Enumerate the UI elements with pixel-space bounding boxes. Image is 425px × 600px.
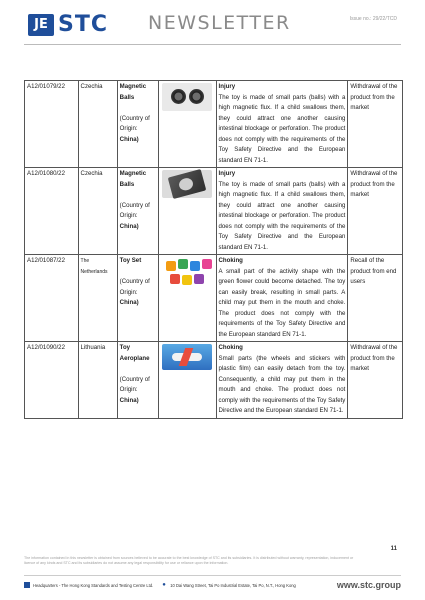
logo-mark: JE — [28, 14, 54, 36]
origin-value: China) — [119, 299, 139, 306]
logo-text: STC — [58, 12, 108, 37]
measure-cell: Withdrawal of the product from the market — [348, 342, 403, 419]
product-name: Toy Aeroplane — [119, 344, 150, 362]
address-text: 10 Dai Wang Street, Tai Po Industrial Estate, Tai Po, N.T., Hong Kong — [170, 582, 296, 588]
header-divider — [24, 44, 401, 45]
table-row — [25, 255, 403, 342]
newsletter-title: NEWSLETTER — [148, 12, 291, 34]
hazard-cell — [216, 81, 348, 168]
origin-label: (Country of Origin: — [119, 114, 150, 132]
building-icon — [24, 582, 30, 588]
headquarters-text: Headquarters - The Hong Kong Standards and Testing Centre Ltd. — [33, 582, 154, 588]
disclaimer: The information contained in this newsletter is obtained from sources believed to be accurate to the best knowledge of STC and its subsidiaries. It is distributed without warranty, representation, inducement or licence of any kinds and STC and its subsidiaries do not assume any legal responsibility for use or reliance upon the information. — [24, 556, 354, 565]
newsletter-header — [0, 0, 425, 60]
ref-cell: A12/01090/22 — [25, 342, 79, 419]
origin-value: China) — [119, 396, 139, 404]
product-cell — [117, 342, 158, 419]
product-name: Magnetic Balls — [119, 170, 147, 188]
issue-number: Issue no.: 29/22/TCD — [349, 16, 397, 22]
location-pin-icon: ● — [162, 582, 166, 588]
origin-label: (Country of Origin: — [119, 278, 150, 296]
stc-logo — [28, 12, 108, 37]
hazard-title: Choking — [218, 344, 243, 351]
footer-divider — [24, 575, 401, 576]
origin-label: (Country of Origin: — [119, 375, 150, 393]
magnetic-balls-box-photo — [162, 170, 212, 198]
product-cell — [117, 255, 158, 342]
hazard-cell — [216, 255, 348, 342]
country-cell: Czechia — [78, 81, 117, 168]
country-cell: Czechia — [78, 168, 117, 255]
toy-aeroplane-photo — [162, 344, 212, 370]
hazard-description: A small part of the activity shape with the green flower could become detached. The toy can easily break, resulting in small parts. A child may put them in the mouth and choke. The product does not comply with the requirements of the Toy Safety Directive and the European standard EN 71-1. — [218, 267, 346, 338]
measure-cell: Withdrawal of the product from the market — [348, 168, 403, 255]
country-cell: The Netherlands — [78, 255, 117, 342]
table-row — [25, 342, 403, 419]
measure-cell: Recall of the product from end users — [348, 255, 403, 342]
image-cell — [158, 81, 216, 168]
table-row — [25, 81, 403, 168]
origin-value: China) — [119, 222, 139, 230]
page-number: 11 — [390, 546, 397, 552]
product-cell — [117, 81, 158, 168]
magnetic-balls-photo — [162, 83, 212, 111]
toy-set-photo — [162, 257, 212, 287]
ref-cell: A12/01087/22 — [25, 255, 79, 342]
hazard-title: Choking — [218, 257, 243, 264]
origin-label: (Country of Origin: — [119, 201, 150, 219]
hazard-title: Injury — [218, 170, 236, 177]
ref-cell: A12/01079/22 — [25, 81, 79, 168]
hazard-description: The toy is made of small parts (balls) with a high magnetic flux. If a child swallows them, they could attract one another causing intestinal blockage or perforation. The product does not comply with the requirements of the Toy Safety Directive and the European standard EN 71-1. — [218, 93, 346, 164]
image-cell — [158, 168, 216, 255]
ref-cell: A12/01080/22 — [25, 168, 79, 255]
product-cell — [117, 168, 158, 255]
hazard-cell — [216, 342, 348, 419]
hazard-cell — [216, 168, 348, 255]
recall-table — [24, 80, 403, 419]
image-cell — [158, 255, 216, 342]
product-name: Toy Set — [119, 257, 142, 264]
measure-cell: Withdrawal of the product from the market — [348, 81, 403, 168]
hazard-description: Small parts (the wheels and stickers with plastic film) can easily detach from the toy. Consequently, a child may put them in the mouth and choke. The product does not comply with the requirements of the Toy Safety Directive and the European standard EN 71-1. — [218, 354, 346, 414]
origin-value: China) — [119, 135, 139, 143]
hazard-title: Injury — [218, 83, 236, 90]
website-link[interactable]: www.stc.group — [336, 580, 401, 590]
hazard-description: The toy is made of small parts (balls) with a high magnetic flux. If a child swallows them, they could attract one another causing intestinal blockage or perforation. The product does not comply with the requirements of the Toy Safety Directive and the European standard EN 71-1. — [218, 180, 346, 251]
footer — [24, 577, 401, 593]
image-cell — [158, 342, 216, 419]
product-name: Magnetic Balls — [119, 83, 147, 101]
country-cell: Lithuania — [78, 342, 117, 419]
table-row — [25, 168, 403, 255]
